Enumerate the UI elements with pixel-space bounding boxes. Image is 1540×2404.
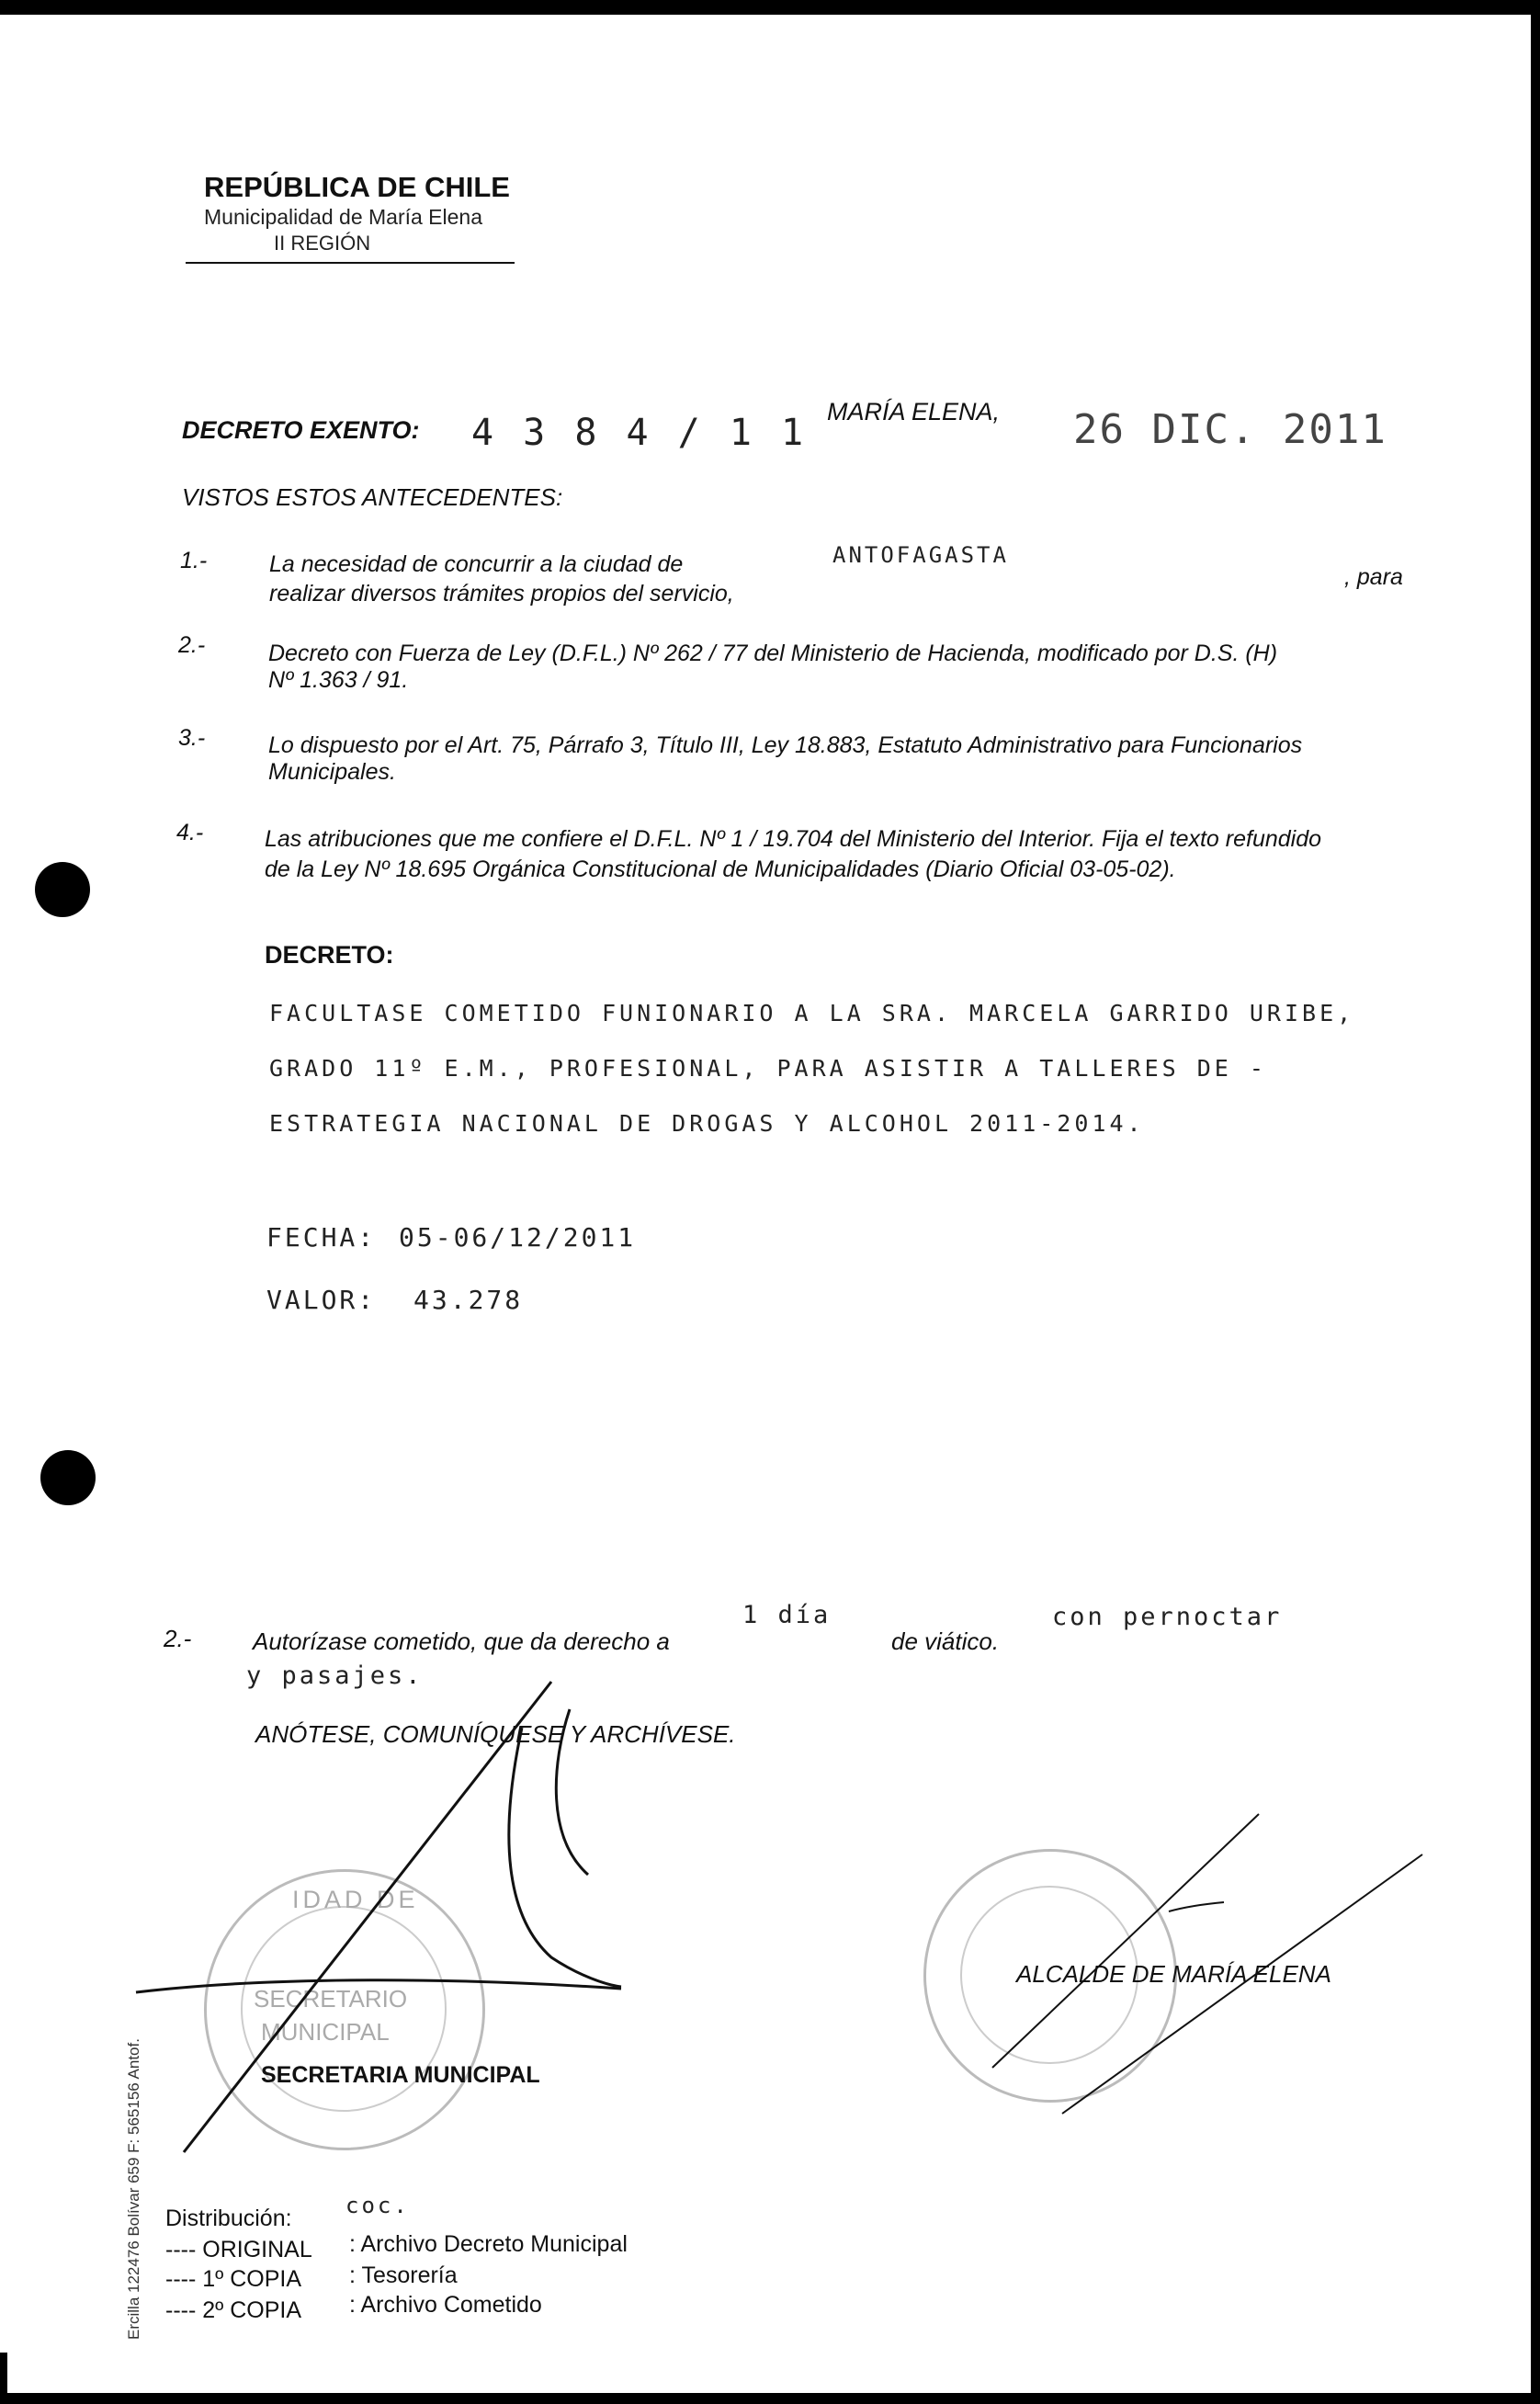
vistos-item-4-num: 4.- bbox=[176, 820, 204, 845]
distribution-row-1-dest: : Archivo Decreto Municipal bbox=[349, 2231, 628, 2257]
vistos-item-2-line2: Nº 1.363 / 91. bbox=[268, 667, 409, 693]
decree-label: DECRETO EXENTO: bbox=[182, 416, 420, 444]
vistos-item-1-line2: realizar diversos trámites propios del servicio, bbox=[269, 581, 734, 607]
distribution-row-2-copy: ---- 1º COPIA bbox=[165, 2266, 302, 2292]
decree-place: MARÍA ELENA, bbox=[827, 398, 1001, 425]
valor-value: 43.278 bbox=[413, 1285, 524, 1315]
header-municipality: Municipalidad de María Elena bbox=[204, 205, 483, 229]
vistos-item-1-city: ANTOFAGASTA bbox=[832, 542, 1009, 568]
decreto-body-line-1: FACULTASE COMETIDO FUNIONARIO A LA SRA. MARCELA GARRIDO URIBE, bbox=[269, 1000, 1355, 1026]
fecha-value: 05-06/12/2011 bbox=[399, 1222, 637, 1253]
vistos-item-2-line1: Decreto con Fuerza de Ley (D.F.L.) Nº 262 / 77 del Ministerio de Hacienda, modificado por D.S. (H) bbox=[268, 641, 1278, 666]
vistos-title: VISTOS ESTOS ANTECEDENTES: bbox=[182, 483, 563, 511]
vistos-item-4-line2: de la Ley Nº 18.695 Orgánica Constitucional de Municipalidades (Diario Oficial 03-05-02). bbox=[265, 856, 1176, 882]
stamp-left-line2: MUNICIPAL bbox=[261, 2018, 390, 2046]
printer-note: Ercilla 122476 Bolívar 659 F: 565156 Antof. bbox=[125, 2038, 142, 2340]
authorization-text: Autorízase cometido, que da derecho a bbox=[253, 1627, 670, 1655]
vistos-item-1-num: 1.- bbox=[180, 548, 208, 573]
header-country: REPÚBLICA DE CHILE bbox=[204, 171, 510, 203]
vistos-item-2-num: 2.- bbox=[178, 632, 206, 658]
vistos-item-3-line1: Lo dispuesto por el Art. 75, Párrafo 3, Título III, Ley 18.883, Estatuto Administrativo para Funcionarios bbox=[268, 732, 1303, 758]
valor-label: VALOR: bbox=[266, 1285, 377, 1315]
authorization-days: 1 día bbox=[742, 1601, 832, 1629]
signature-alcalde-caption: ALCALDE DE MARÍA ELENA bbox=[1016, 1960, 1331, 1988]
closing-formula: ANÓTESE, COMUNÍQUESE Y ARCHÍVESE. bbox=[255, 1720, 736, 1748]
authorization-condition: con pernoctar bbox=[1052, 1603, 1283, 1631]
distribution-title: Distribución: bbox=[165, 2206, 292, 2231]
distribution-row-2-dest: : Tesorería bbox=[349, 2262, 458, 2288]
authorization-viatico: de viático. bbox=[891, 1627, 1000, 1655]
authorization-continuation: y pasajes. bbox=[246, 1661, 424, 1690]
decree-number: 4 3 8 4 / 1 1 bbox=[471, 412, 808, 454]
vistos-item-3-num: 3.- bbox=[178, 725, 206, 751]
authorization-num: 2.- bbox=[164, 1625, 192, 1652]
vistos-item-3-line2: Municipales. bbox=[268, 759, 396, 785]
vistos-item-1-suffix: , para bbox=[1344, 564, 1403, 590]
fecha-label: FECHA: bbox=[266, 1222, 377, 1253]
decreto-title: DECRETO: bbox=[265, 941, 394, 969]
distribution-row-3-dest: : Archivo Cometido bbox=[349, 2292, 542, 2318]
distribution-initials: coc. bbox=[345, 2193, 410, 2218]
decreto-body-line-2: GRADO 11º E.M., PROFESIONAL, PARA ASISTIR A TALLERES DE - bbox=[269, 1055, 1267, 1082]
vistos-item-4-line1: Las atribuciones que me confiere el D.F.L. Nº 1 / 19.704 del Ministerio del Interior. Fija el texto refundido bbox=[265, 826, 1322, 852]
vistos-item-1-line1: La necesidad de concurrir a la ciudad de bbox=[269, 551, 684, 577]
decreto-body-line-3: ESTRATEGIA NACIONAL DE DROGAS Y ALCOHOL 2011-2014. bbox=[269, 1110, 1145, 1137]
distribution-row-1-copy: ---- ORIGINAL bbox=[165, 2237, 312, 2262]
stamp-left-top-text: IDAD DE bbox=[292, 1886, 419, 1913]
stamp-left-line1: SECRETARIO bbox=[254, 1985, 408, 2013]
signature-secretaria-caption: SECRETARIA MUNICIPAL bbox=[261, 2062, 540, 2088]
decree-date-stamp: 26 DIC. 2011 bbox=[1073, 406, 1387, 453]
distribution-row-3-copy: ---- 2º COPIA bbox=[165, 2297, 302, 2323]
header-region: II REGIÓN bbox=[274, 232, 371, 255]
